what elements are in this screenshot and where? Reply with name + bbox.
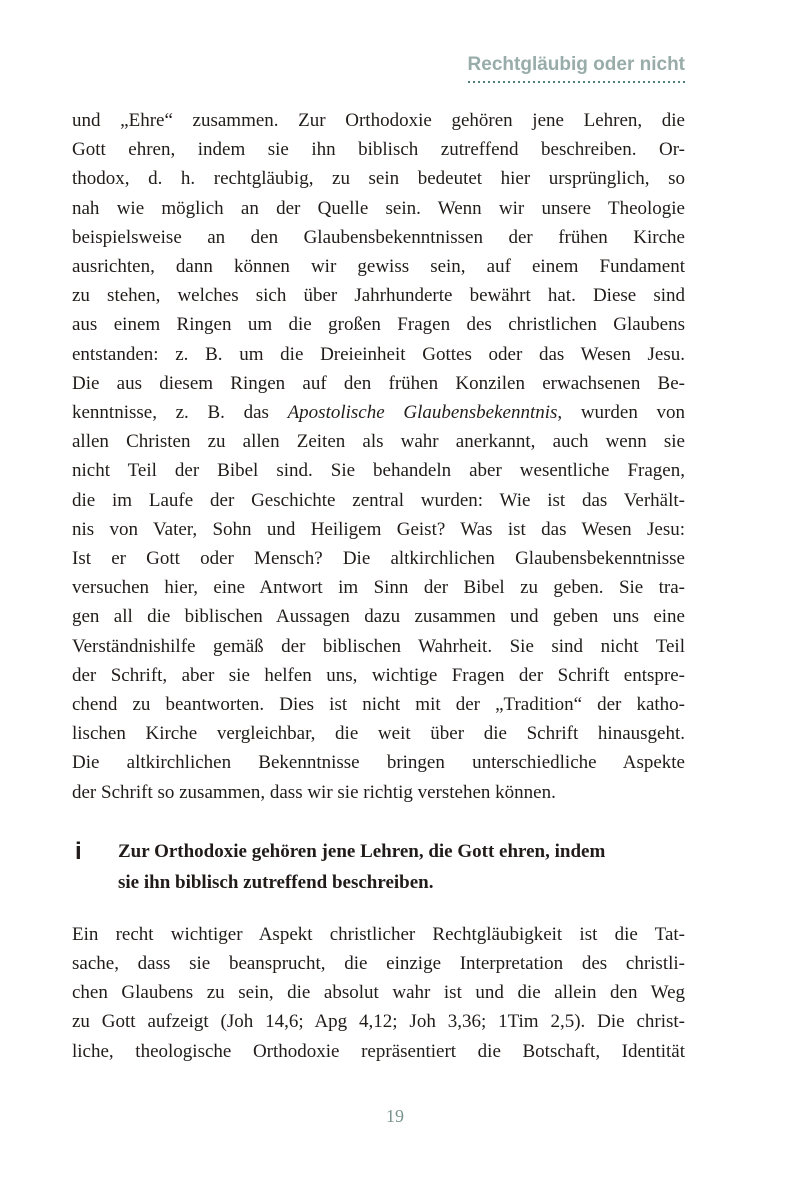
text-line: chend zu beantworten. Dies ist nicht mit der „Tradition“ der katho- [72, 694, 685, 716]
text-line: die im Laufe der Geschichte zentral wurden: Wie ist das Verhält- [72, 489, 685, 511]
text-line: der Schrift so zusammen, dass wir sie richtig verstehen können. [72, 781, 556, 803]
text-segment: , wurden von [557, 402, 685, 424]
text-line-with-italic [72, 398, 685, 427]
text-line: nicht Teil der Bibel sind. Sie behandeln aber wesentliche Fragen, [72, 460, 685, 482]
info-icon: i [75, 837, 82, 865]
text-line: entstanden: z. B. um die Dreieinheit Gottes oder das Wesen Jesu. [72, 343, 685, 365]
text-line: zu Gott aufzeigt (Joh 14,6; Apg 4,12; Joh 3,36; 1Tim 2,5). Die christ- [72, 1011, 685, 1033]
text-line: Verständnishilfe gemäß der biblischen Wahrheit. Sie sind nicht Teil [72, 635, 685, 657]
text-line: chen Glaubens zu sein, die absolut wahr ist und die allein den Weg [72, 982, 685, 1004]
content-column [72, 106, 685, 1066]
page-footer [0, 1104, 790, 1128]
info-callout [72, 836, 685, 899]
text-line: Gott ehren, indem sie ihn biblisch zutreffend beschreiben. Or- [72, 139, 685, 161]
text-line: sache, dass sie beansprucht, die einzige Interpretation des christli- [72, 953, 685, 975]
text-line: nah wie möglich an der Quelle sein. Wenn wir unsere Theologie [72, 197, 685, 219]
text-line: aus einem Ringen um die großen Fragen des christlichen Glaubens [72, 314, 685, 336]
running-header-title: Rechtgläubig oder nicht [468, 54, 685, 83]
text-line: ausrichten, dann können wir gewiss sein, auf einem Fundament [72, 256, 685, 278]
text-line: lischen Kirche vergleichbar, die weit über die Schrift hinausgeht. [72, 723, 685, 745]
info-callout-text [118, 836, 685, 899]
running-header [468, 54, 685, 83]
text-line: Zur Orthodoxie gehören jene Lehren, die Gott ehren, indem [118, 840, 606, 862]
text-line: der Schrift, aber sie helfen uns, wichtige Fragen der Schrift entspre- [72, 664, 685, 686]
text-line: allen Christen zu allen Zeiten als wahr anerkannt, auch wenn sie [72, 431, 685, 453]
text-segment: kenntnisse, z. B. das [72, 402, 288, 424]
text-line: gen all die biblischen Aussagen dazu zusammen und geben uns eine [72, 606, 685, 628]
text-line: und „Ehre“ zusammen. Zur Orthodoxie gehören jene Lehren, die [72, 110, 685, 131]
text-line: Die altkirchlichen Bekenntnisse bringen unterschiedliche Aspekte [72, 752, 685, 774]
text-line: Ist er Gott oder Mensch? Die altkirchlichen Glaubensbekenntnisse [72, 548, 685, 570]
italic-book-title: Apostolische Glaubensbekenntnis [287, 402, 558, 424]
page-number: 19 [386, 1106, 404, 1126]
text-line: liche, theologische Orthodoxie repräsentiert die Botschaft, Identität [72, 1040, 685, 1062]
text-line: beispielsweise an den Glaubensbekenntnissen der frühen Kirche [72, 226, 685, 248]
text-line: thodox, d. h. rechtgläubig, zu sein bedeutet hier ursprünglich, so [72, 168, 685, 190]
text-line: nis von Vater, Sohn und Heiligem Geist? Was ist das Wesen Jesu: [72, 518, 685, 540]
text-line: versuchen hier, eine Antwort im Sinn der Bibel zu geben. Sie tra- [72, 577, 685, 599]
text-line: sie ihn biblisch zutreffend beschreiben. [118, 872, 434, 894]
text-line: Ein recht wichtiger Aspekt christlicher Rechtgläubigkeit ist die Tat- [72, 923, 685, 945]
paragraph-1 [72, 106, 685, 807]
text-line: zu stehen, welches sich über Jahrhunderte bewährt hat. Diese sind [72, 285, 685, 307]
paragraph-2 [72, 920, 685, 1066]
text-line: Die aus diesem Ringen auf den frühen Konzilen erwachsenen Be- [72, 372, 685, 394]
